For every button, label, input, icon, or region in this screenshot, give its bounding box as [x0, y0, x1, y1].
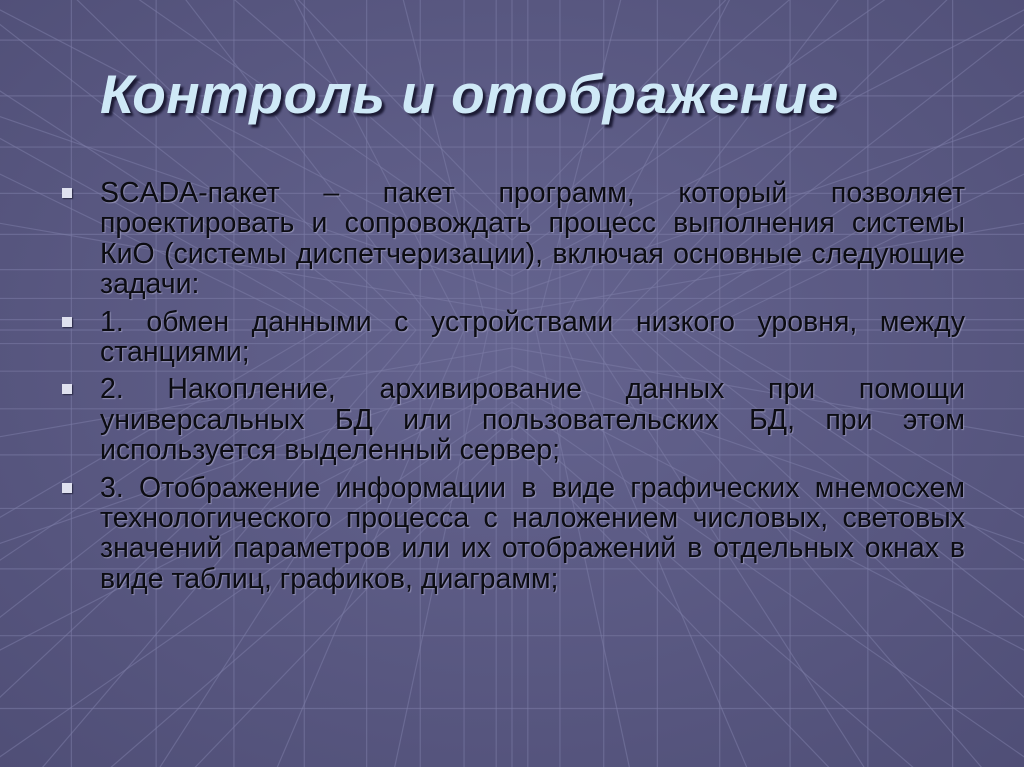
- bullet-item: [60, 178, 965, 300]
- bullet-text: 2. Накопление, архивирование данных при помощи универсальных БД или пользовательских БД, при этом используется выделенный сервер;: [100, 373, 965, 467]
- slide-title: Контроль и отображение: [100, 63, 839, 125]
- square-bullet-icon: [62, 188, 72, 198]
- square-bullet-icon: [62, 384, 72, 394]
- bullet-text: SCADA-пакет – пакет программ, который позволяет проектировать и сопровождать процесс выполнения системы КиО (системы диспетчеризации), включая основные следующие задачи:: [100, 177, 965, 301]
- bullet-item: [60, 473, 965, 595]
- bullet-list: [60, 178, 965, 601]
- bullet-item: [60, 374, 965, 465]
- bullet-text: 3. Отображение информации в виде графических мнемосхем технологического процесса с наложением числовых, световых значений параметров или их отображений в отдельных окнах в виде таблиц, графиков, диаграмм;: [100, 471, 965, 595]
- bullet-item: [60, 307, 965, 368]
- square-bullet-icon: [62, 483, 72, 493]
- square-bullet-icon: [62, 317, 72, 327]
- bullet-text: 1. обмен данными с устройствами низкого уровня, между станциями;: [100, 305, 965, 369]
